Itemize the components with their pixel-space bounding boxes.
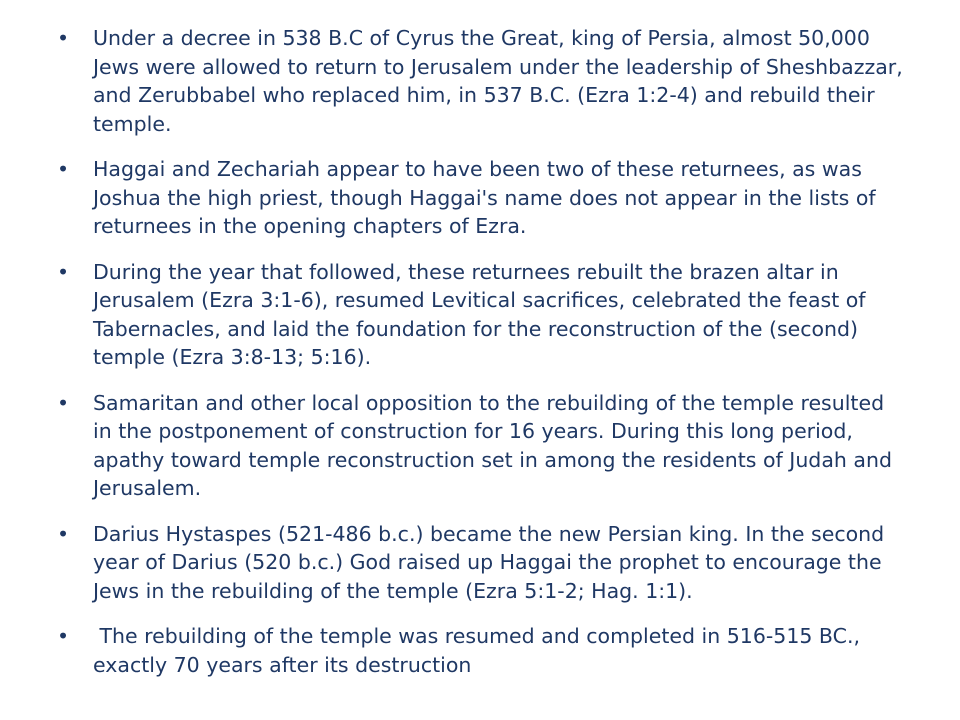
- bullet-dot-icon: •: [57, 157, 70, 181]
- bullet-item: [57, 258, 907, 372]
- bullet-item: [57, 520, 907, 606]
- bullet-text: During the year that followed, these returnees rebuilt the brazen altar in Jerusalem (Ezra 3:1-6), resumed Levitical sacrifices, celebrated the feast of Tabernacles, and laid the foundation for the reconstruction of the (second) temple (Ezra 3:8-13; 5:16).: [93, 259, 873, 369]
- bullet-dot-icon: •: [57, 259, 70, 284]
- bullet-dot-icon: •: [57, 624, 70, 648]
- bullet-dot-icon: •: [57, 390, 70, 415]
- bullet-dot-icon: •: [57, 521, 70, 546]
- bullet-item: [57, 622, 907, 679]
- bullet-list: [57, 24, 910, 696]
- bullet-text: Darius Hystaspes (521-486 b.c.) became the new Persian king. In the second year of Darius (520 b.c.) God raised up Haggai the prophet to encourage the Jews in the rebuilding of the temple (Ezra 5:1-2; Hag. 1:1).: [93, 521, 891, 603]
- bullet-item: [57, 389, 907, 503]
- bullet-text: Samaritan and other local opposition to the rebuilding of the temple resulted in the postponement of construction for 16 years. During this long period, apathy toward temple reconstruction set in among the residents of Judah and Jerusalem.: [93, 390, 899, 500]
- bullet-dot-icon: •: [57, 26, 70, 50]
- bullet-text: The rebuilding of the temple was resumed and completed in 516-515 BC., exactly 70 years after its destruction: [93, 624, 867, 677]
- bullet-text: Haggai and Zechariah appear to have been two of these returnees, as was Joshua the high priest, though Haggai's name does not appear in the lists of returnees in the opening chapters of Ezra.: [93, 157, 883, 238]
- bullet-item: [57, 155, 907, 241]
- bullet-text: Under a decree in 538 B.C of Cyrus the Great, king of Persia, almost 50,000 Jews were allowed to return to Jerusalem under the leadership of Sheshbazzar, and Zerubbabel who replaced him, in 537 B.C. (Ezra 1:2-4) and rebuild their temple.: [93, 26, 910, 136]
- bullet-item: [57, 24, 910, 138]
